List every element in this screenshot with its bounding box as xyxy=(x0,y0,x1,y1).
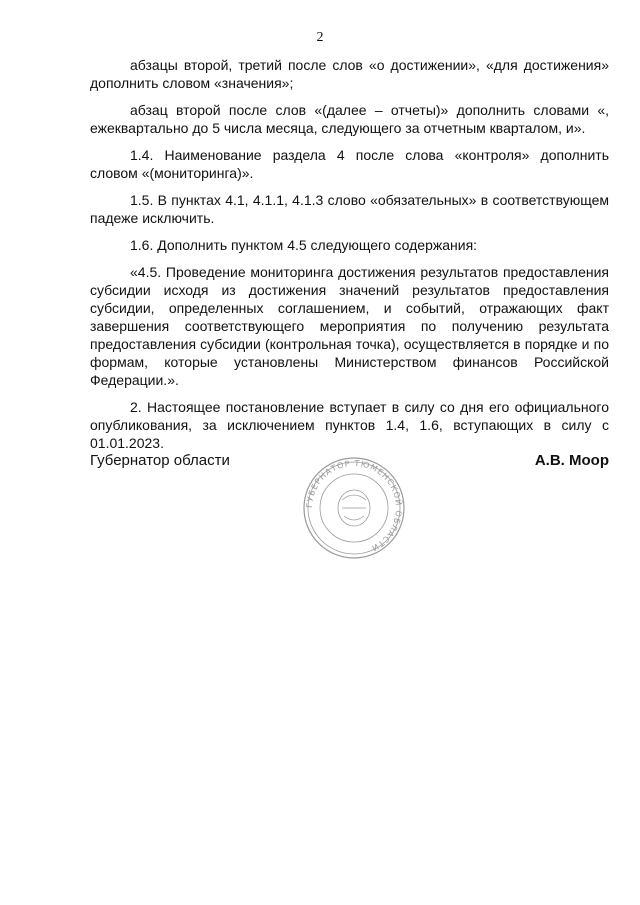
paragraph-1: абзацы второй, третий после слов «о достижении», «для достижения» дополнить словом «значения»; xyxy=(90,57,609,91)
official-seal-stamp xyxy=(298,456,410,560)
paragraph-7: 2. Настоящее постановление вступает в силу со дня его официального опубликования, за исключением пунктов 1.4, 1.6, вступающих в силу с 01.01.2023. xyxy=(90,399,609,451)
paragraph-2: абзац второй после слов «(далее – отчеты)» дополнить словами «, ежеквартально до 5 числа месяца, следующего за отчетным кварталом, и». xyxy=(90,102,609,136)
seal-ring-text: ГУБЕРНАТОР ТЮМЕНСКОЙ ОБЛАСТИ xyxy=(304,458,404,553)
paragraph-3: 1.4. Наименование раздела 4 после слова «контроля» дополнить словом «(мониторинга)». xyxy=(90,147,609,181)
page-number: 2 xyxy=(316,30,324,45)
signatory-position: Губернатор области xyxy=(90,452,230,469)
signatory-name: А.В. Моор xyxy=(534,452,609,469)
document-body xyxy=(90,56,609,461)
paragraph-6: «4.5. Проведение мониторинга достижения результатов предоставления субсидии исходя из достижения значений результатов предоставления субсидии, определенных соглашением, и событий, отражающих факт завершения соответствующего мероприятия по получению результата предоставления субсидии (контрольная точка), осуществляется в порядке и по формам, которые установлены Министерством финансов Российской Федерации.». xyxy=(90,264,609,388)
paragraph-5: 1.6. Дополнить пунктом 4.5 следующего содержания: xyxy=(130,237,478,253)
paragraph-4: 1.5. В пунктах 4.1, 4.1.1, 4.1.3 слово «обязательных» в соответствующем падеже исключить. xyxy=(90,192,609,226)
